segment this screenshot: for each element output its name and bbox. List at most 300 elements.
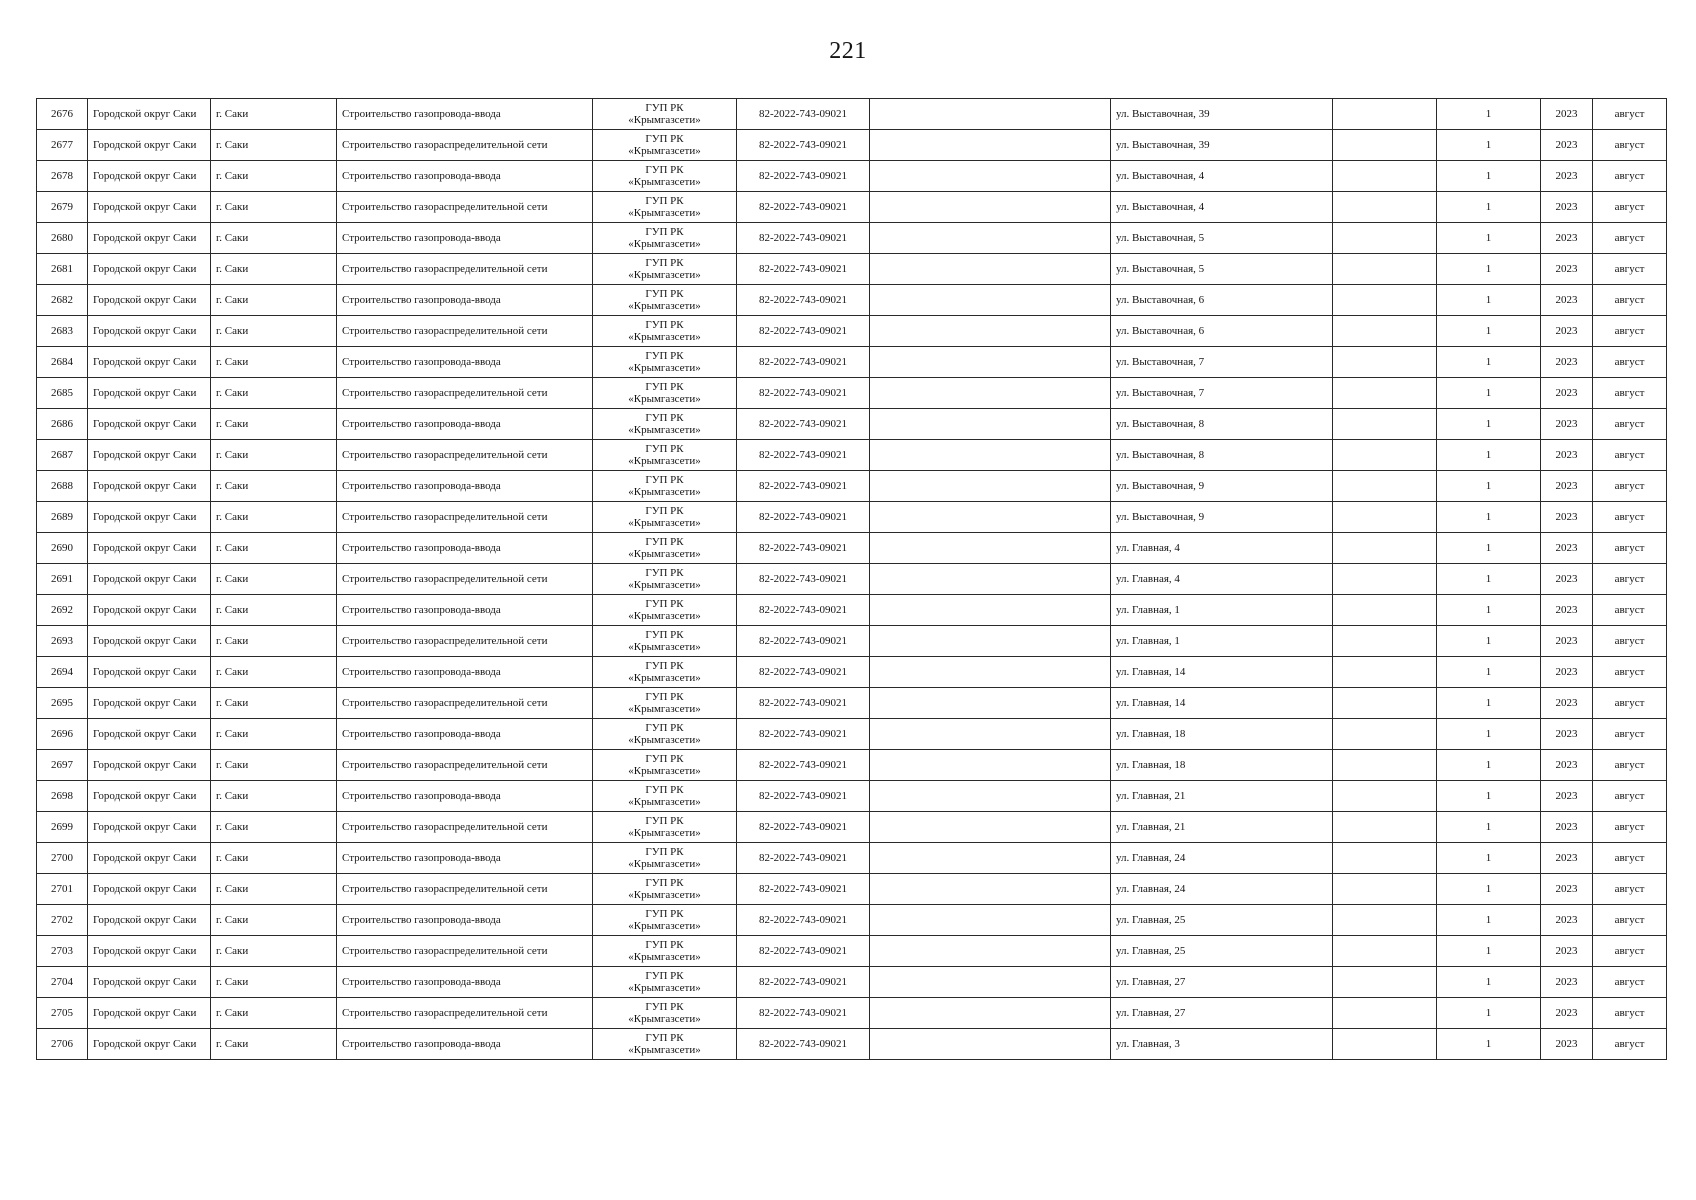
code-cell: 82-2022-743-09021 — [737, 657, 870, 688]
month-cell: август — [1593, 1029, 1667, 1060]
organization-name: ГУП РК — [645, 598, 684, 610]
empty-cell — [870, 223, 1111, 254]
work-type-cell: Строительство газопровода-ввода — [337, 285, 593, 316]
work-type-cell: Строительство газораспределительной сети — [337, 192, 593, 223]
year-cell: 2023 — [1541, 626, 1593, 657]
code-cell: 82-2022-743-09021 — [737, 812, 870, 843]
year-cell: 2023 — [1541, 905, 1593, 936]
year-cell: 2023 — [1541, 502, 1593, 533]
city-cell: г. Саки — [211, 719, 337, 750]
address-cell: ул. Главная, 1 — [1111, 626, 1333, 657]
row-number-cell: 2703 — [37, 936, 88, 967]
row-number-cell: 2695 — [37, 688, 88, 719]
city-cell: г. Саки — [211, 533, 337, 564]
district-cell: Городской округ Саки — [88, 502, 211, 533]
organization-name: ГУП РК — [645, 660, 684, 672]
quantity-cell: 1 — [1437, 905, 1541, 936]
empty-cell — [1333, 998, 1437, 1029]
address-cell: ул. Главная, 27 — [1111, 998, 1333, 1029]
year-cell: 2023 — [1541, 316, 1593, 347]
row-number-cell: 2686 — [37, 409, 88, 440]
city-cell: г. Саки — [211, 905, 337, 936]
quantity-cell: 1 — [1437, 781, 1541, 812]
year-cell: 2023 — [1541, 130, 1593, 161]
address-cell: ул. Главная, 21 — [1111, 812, 1333, 843]
empty-cell — [870, 564, 1111, 595]
city-cell: г. Саки — [211, 688, 337, 719]
quantity-cell: 1 — [1437, 936, 1541, 967]
organization-cell — [593, 192, 737, 223]
address-cell: ул. Главная, 25 — [1111, 936, 1333, 967]
district-cell: Городской округ Саки — [88, 223, 211, 254]
empty-cell — [1333, 130, 1437, 161]
work-type-cell: Строительство газораспределительной сети — [337, 440, 593, 471]
work-type-cell: Строительство газораспределительной сети — [337, 130, 593, 161]
empty-cell — [870, 874, 1111, 905]
district-cell: Городской округ Саки — [88, 564, 211, 595]
organization-name: ГУП РК — [645, 908, 684, 920]
quantity-cell: 1 — [1437, 502, 1541, 533]
address-cell: ул. Выставочная, 4 — [1111, 192, 1333, 223]
organization-cell — [593, 998, 737, 1029]
code-cell: 82-2022-743-09021 — [737, 1029, 870, 1060]
organization-name: ГУП РК — [645, 846, 684, 858]
city-cell: г. Саки — [211, 967, 337, 998]
table-row — [37, 750, 1667, 781]
work-type-cell: Строительство газораспределительной сети — [337, 378, 593, 409]
code-cell: 82-2022-743-09021 — [737, 905, 870, 936]
address-cell: ул. Главная, 24 — [1111, 843, 1333, 874]
empty-cell — [870, 750, 1111, 781]
city-cell: г. Саки — [211, 254, 337, 285]
year-cell: 2023 — [1541, 564, 1593, 595]
city-cell: г. Саки — [211, 223, 337, 254]
district-cell: Городской округ Саки — [88, 998, 211, 1029]
year-cell: 2023 — [1541, 192, 1593, 223]
district-cell: Городской округ Саки — [88, 719, 211, 750]
empty-cell — [870, 967, 1111, 998]
table-row — [37, 719, 1667, 750]
city-cell: г. Саки — [211, 440, 337, 471]
table-row — [37, 905, 1667, 936]
organization-name: ГУП РК — [645, 784, 684, 796]
quantity-cell: 1 — [1437, 719, 1541, 750]
city-cell: г. Саки — [211, 192, 337, 223]
row-number-cell: 2690 — [37, 533, 88, 564]
organization-brand: «Крымгазсети» — [628, 176, 701, 188]
quantity-cell: 1 — [1437, 347, 1541, 378]
month-cell: август — [1593, 223, 1667, 254]
city-cell: г. Саки — [211, 936, 337, 967]
table-row — [37, 657, 1667, 688]
row-number-cell: 2688 — [37, 471, 88, 502]
quantity-cell: 1 — [1437, 409, 1541, 440]
organization-brand: «Крымгазсети» — [628, 1044, 701, 1056]
registry-body — [37, 99, 1667, 1060]
empty-cell — [870, 843, 1111, 874]
empty-cell — [1333, 843, 1437, 874]
month-cell: август — [1593, 161, 1667, 192]
organization-cell — [593, 502, 737, 533]
district-cell: Городской округ Саки — [88, 533, 211, 564]
empty-cell — [1333, 161, 1437, 192]
table-row — [37, 378, 1667, 409]
work-type-cell: Строительство газораспределительной сети — [337, 564, 593, 595]
year-cell: 2023 — [1541, 533, 1593, 564]
organization-cell — [593, 378, 737, 409]
district-cell: Городской округ Саки — [88, 967, 211, 998]
empty-cell — [1333, 471, 1437, 502]
table-row — [37, 409, 1667, 440]
month-cell: август — [1593, 378, 1667, 409]
year-cell: 2023 — [1541, 99, 1593, 130]
row-number-cell: 2705 — [37, 998, 88, 1029]
organization-brand: «Крымгазсети» — [628, 207, 701, 219]
empty-cell — [1333, 967, 1437, 998]
quantity-cell: 1 — [1437, 130, 1541, 161]
city-cell: г. Саки — [211, 130, 337, 161]
work-type-cell: Строительство газораспределительной сети — [337, 750, 593, 781]
organization-cell — [593, 750, 737, 781]
year-cell: 2023 — [1541, 595, 1593, 626]
month-cell: август — [1593, 998, 1667, 1029]
empty-cell — [1333, 719, 1437, 750]
quantity-cell: 1 — [1437, 254, 1541, 285]
organization-name: ГУП РК — [645, 164, 684, 176]
code-cell: 82-2022-743-09021 — [737, 874, 870, 905]
empty-cell — [1333, 254, 1437, 285]
row-number-cell: 2694 — [37, 657, 88, 688]
organization-brand: «Крымгазсети» — [628, 486, 701, 498]
organization-cell — [593, 316, 737, 347]
row-number-cell: 2676 — [37, 99, 88, 130]
empty-cell — [1333, 781, 1437, 812]
empty-cell — [1333, 595, 1437, 626]
table-row — [37, 843, 1667, 874]
organization-name: ГУП РК — [645, 257, 684, 269]
address-cell: ул. Главная, 14 — [1111, 657, 1333, 688]
organization-cell — [593, 657, 737, 688]
organization-brand: «Крымгазсети» — [628, 362, 701, 374]
quantity-cell: 1 — [1437, 99, 1541, 130]
organization-brand: «Крымгазсети» — [628, 827, 701, 839]
quantity-cell: 1 — [1437, 750, 1541, 781]
address-cell: ул. Главная, 1 — [1111, 595, 1333, 626]
year-cell: 2023 — [1541, 843, 1593, 874]
empty-cell — [870, 285, 1111, 316]
organization-cell — [593, 688, 737, 719]
empty-cell — [1333, 223, 1437, 254]
empty-cell — [1333, 502, 1437, 533]
year-cell: 2023 — [1541, 347, 1593, 378]
year-cell: 2023 — [1541, 1029, 1593, 1060]
year-cell: 2023 — [1541, 254, 1593, 285]
organization-brand: «Крымгазсети» — [628, 982, 701, 994]
organization-name: ГУП РК — [645, 1032, 684, 1044]
code-cell: 82-2022-743-09021 — [737, 781, 870, 812]
organization-cell — [593, 626, 737, 657]
empty-cell — [870, 998, 1111, 1029]
row-number-cell: 2702 — [37, 905, 88, 936]
organization-brand: «Крымгазсети» — [628, 424, 701, 436]
address-cell: ул. Выставочная, 39 — [1111, 130, 1333, 161]
organization-brand: «Крымгазсети» — [628, 517, 701, 529]
organization-brand: «Крымгазсети» — [628, 765, 701, 777]
month-cell: август — [1593, 812, 1667, 843]
table-row — [37, 1029, 1667, 1060]
year-cell: 2023 — [1541, 998, 1593, 1029]
code-cell: 82-2022-743-09021 — [737, 130, 870, 161]
work-type-cell: Строительство газораспределительной сети — [337, 502, 593, 533]
organization-name: ГУП РК — [645, 877, 684, 889]
empty-cell — [1333, 99, 1437, 130]
row-number-cell: 2683 — [37, 316, 88, 347]
city-cell: г. Саки — [211, 409, 337, 440]
code-cell: 82-2022-743-09021 — [737, 626, 870, 657]
city-cell: г. Саки — [211, 626, 337, 657]
empty-cell — [870, 99, 1111, 130]
organization-brand: «Крымгазсети» — [628, 114, 701, 126]
work-type-cell: Строительство газопровода-ввода — [337, 223, 593, 254]
organization-name: ГУП РК — [645, 970, 684, 982]
work-type-cell: Строительство газопровода-ввода — [337, 595, 593, 626]
empty-cell — [870, 626, 1111, 657]
work-type-cell: Строительство газораспределительной сети — [337, 688, 593, 719]
table-row — [37, 471, 1667, 502]
district-cell: Городской округ Саки — [88, 1029, 211, 1060]
month-cell: август — [1593, 626, 1667, 657]
year-cell: 2023 — [1541, 874, 1593, 905]
organization-cell — [593, 99, 737, 130]
month-cell: август — [1593, 502, 1667, 533]
district-cell: Городской округ Саки — [88, 347, 211, 378]
empty-cell — [870, 378, 1111, 409]
quantity-cell: 1 — [1437, 533, 1541, 564]
code-cell: 82-2022-743-09021 — [737, 533, 870, 564]
quantity-cell: 1 — [1437, 564, 1541, 595]
district-cell: Городской округ Саки — [88, 874, 211, 905]
row-number-cell: 2706 — [37, 1029, 88, 1060]
month-cell: август — [1593, 285, 1667, 316]
organization-name: ГУП РК — [645, 381, 684, 393]
month-cell: август — [1593, 564, 1667, 595]
organization-name: ГУП РК — [645, 412, 684, 424]
quantity-cell: 1 — [1437, 223, 1541, 254]
organization-brand: «Крымгазсети» — [628, 238, 701, 250]
district-cell: Городской округ Саки — [88, 161, 211, 192]
city-cell: г. Саки — [211, 874, 337, 905]
table-row — [37, 223, 1667, 254]
organization-cell — [593, 843, 737, 874]
quantity-cell: 1 — [1437, 874, 1541, 905]
district-cell: Городской округ Саки — [88, 130, 211, 161]
district-cell: Городской округ Саки — [88, 750, 211, 781]
work-type-cell: Строительство газопровода-ввода — [337, 471, 593, 502]
table-row — [37, 936, 1667, 967]
organization-cell — [593, 595, 737, 626]
page-number: 221 — [829, 38, 867, 64]
month-cell: август — [1593, 409, 1667, 440]
city-cell: г. Саки — [211, 812, 337, 843]
month-cell: август — [1593, 874, 1667, 905]
organization-cell — [593, 719, 737, 750]
year-cell: 2023 — [1541, 719, 1593, 750]
work-type-cell: Строительство газопровода-ввода — [337, 161, 593, 192]
code-cell: 82-2022-743-09021 — [737, 347, 870, 378]
organization-name: ГУП РК — [645, 691, 684, 703]
table-row — [37, 254, 1667, 285]
city-cell: г. Саки — [211, 998, 337, 1029]
work-type-cell: Строительство газопровода-ввода — [337, 533, 593, 564]
organization-name: ГУП РК — [645, 350, 684, 362]
code-cell: 82-2022-743-09021 — [737, 936, 870, 967]
code-cell: 82-2022-743-09021 — [737, 998, 870, 1029]
empty-cell — [1333, 347, 1437, 378]
empty-cell — [870, 1029, 1111, 1060]
row-number-cell: 2704 — [37, 967, 88, 998]
organization-brand: «Крымгазсети» — [628, 269, 701, 281]
district-cell: Городской округ Саки — [88, 595, 211, 626]
organization-name: ГУП РК — [645, 629, 684, 641]
empty-cell — [1333, 285, 1437, 316]
organization-cell — [593, 130, 737, 161]
table-row — [37, 316, 1667, 347]
organization-cell — [593, 967, 737, 998]
code-cell: 82-2022-743-09021 — [737, 843, 870, 874]
code-cell: 82-2022-743-09021 — [737, 378, 870, 409]
work-type-cell: Строительство газопровода-ввода — [337, 347, 593, 378]
organization-brand: «Крымгазсети» — [628, 579, 701, 591]
work-type-cell: Строительство газопровода-ввода — [337, 905, 593, 936]
city-cell: г. Саки — [211, 471, 337, 502]
table-row — [37, 99, 1667, 130]
district-cell: Городской округ Саки — [88, 409, 211, 440]
address-cell: ул. Главная, 18 — [1111, 719, 1333, 750]
year-cell: 2023 — [1541, 657, 1593, 688]
organization-cell — [593, 812, 737, 843]
code-cell: 82-2022-743-09021 — [737, 719, 870, 750]
organization-name: ГУП РК — [645, 536, 684, 548]
empty-cell — [870, 254, 1111, 285]
address-cell: ул. Выставочная, 7 — [1111, 378, 1333, 409]
month-cell: август — [1593, 843, 1667, 874]
district-cell: Городской округ Саки — [88, 378, 211, 409]
address-cell: ул. Выставочная, 6 — [1111, 316, 1333, 347]
organization-cell — [593, 533, 737, 564]
quantity-cell: 1 — [1437, 316, 1541, 347]
empty-cell — [1333, 874, 1437, 905]
month-cell: август — [1593, 440, 1667, 471]
empty-cell — [870, 192, 1111, 223]
organization-name: ГУП РК — [645, 567, 684, 579]
organization-name: ГУП РК — [645, 815, 684, 827]
work-type-cell: Строительство газопровода-ввода — [337, 409, 593, 440]
row-number-cell: 2682 — [37, 285, 88, 316]
month-cell: август — [1593, 347, 1667, 378]
table-row — [37, 688, 1667, 719]
quantity-cell: 1 — [1437, 378, 1541, 409]
table-row — [37, 781, 1667, 812]
month-cell: август — [1593, 781, 1667, 812]
district-cell: Городской округ Саки — [88, 843, 211, 874]
code-cell: 82-2022-743-09021 — [737, 99, 870, 130]
organization-brand: «Крымгазсети» — [628, 145, 701, 157]
row-number-cell: 2692 — [37, 595, 88, 626]
empty-cell — [870, 440, 1111, 471]
district-cell: Городской округ Саки — [88, 657, 211, 688]
quantity-cell: 1 — [1437, 626, 1541, 657]
work-type-cell: Строительство газопровода-ввода — [337, 657, 593, 688]
code-cell: 82-2022-743-09021 — [737, 595, 870, 626]
organization-cell — [593, 471, 737, 502]
organization-name: ГУП РК — [645, 939, 684, 951]
quantity-cell: 1 — [1437, 471, 1541, 502]
empty-cell — [1333, 409, 1437, 440]
organization-brand: «Крымгазсети» — [628, 548, 701, 560]
empty-cell — [1333, 378, 1437, 409]
year-cell: 2023 — [1541, 750, 1593, 781]
quantity-cell: 1 — [1437, 1029, 1541, 1060]
address-cell: ул. Главная, 3 — [1111, 1029, 1333, 1060]
address-cell: ул. Выставочная, 8 — [1111, 440, 1333, 471]
work-type-cell: Строительство газораспределительной сети — [337, 812, 593, 843]
organization-name: ГУП РК — [645, 226, 684, 238]
district-cell: Городской округ Саки — [88, 812, 211, 843]
row-number-cell: 2700 — [37, 843, 88, 874]
address-cell: ул. Выставочная, 6 — [1111, 285, 1333, 316]
organization-cell — [593, 874, 737, 905]
work-type-cell: Строительство газопровода-ввода — [337, 719, 593, 750]
empty-cell — [1333, 1029, 1437, 1060]
row-number-cell: 2684 — [37, 347, 88, 378]
year-cell: 2023 — [1541, 688, 1593, 719]
row-number-cell: 2681 — [37, 254, 88, 285]
district-cell: Городской округ Саки — [88, 440, 211, 471]
address-cell: ул. Главная, 25 — [1111, 905, 1333, 936]
table-row — [37, 595, 1667, 626]
city-cell: г. Саки — [211, 781, 337, 812]
empty-cell — [870, 471, 1111, 502]
empty-cell — [1333, 533, 1437, 564]
address-cell: ул. Выставочная, 39 — [1111, 99, 1333, 130]
empty-cell — [870, 781, 1111, 812]
organization-name: ГУП РК — [645, 133, 684, 145]
organization-cell — [593, 347, 737, 378]
quantity-cell: 1 — [1437, 657, 1541, 688]
quantity-cell: 1 — [1437, 161, 1541, 192]
table-row — [37, 502, 1667, 533]
work-type-cell: Строительство газопровода-ввода — [337, 99, 593, 130]
organization-cell — [593, 440, 737, 471]
year-cell: 2023 — [1541, 285, 1593, 316]
row-number-cell: 2679 — [37, 192, 88, 223]
month-cell: август — [1593, 192, 1667, 223]
empty-cell — [1333, 192, 1437, 223]
empty-cell — [870, 719, 1111, 750]
organization-name: ГУП РК — [645, 753, 684, 765]
organization-cell — [593, 161, 737, 192]
organization-cell — [593, 905, 737, 936]
district-cell: Городской округ Саки — [88, 688, 211, 719]
city-cell: г. Саки — [211, 502, 337, 533]
code-cell: 82-2022-743-09021 — [737, 471, 870, 502]
table-row — [37, 130, 1667, 161]
code-cell: 82-2022-743-09021 — [737, 688, 870, 719]
organization-brand: «Крымгазсети» — [628, 889, 701, 901]
month-cell: август — [1593, 967, 1667, 998]
work-type-cell: Строительство газопровода-ввода — [337, 843, 593, 874]
organization-cell — [593, 285, 737, 316]
